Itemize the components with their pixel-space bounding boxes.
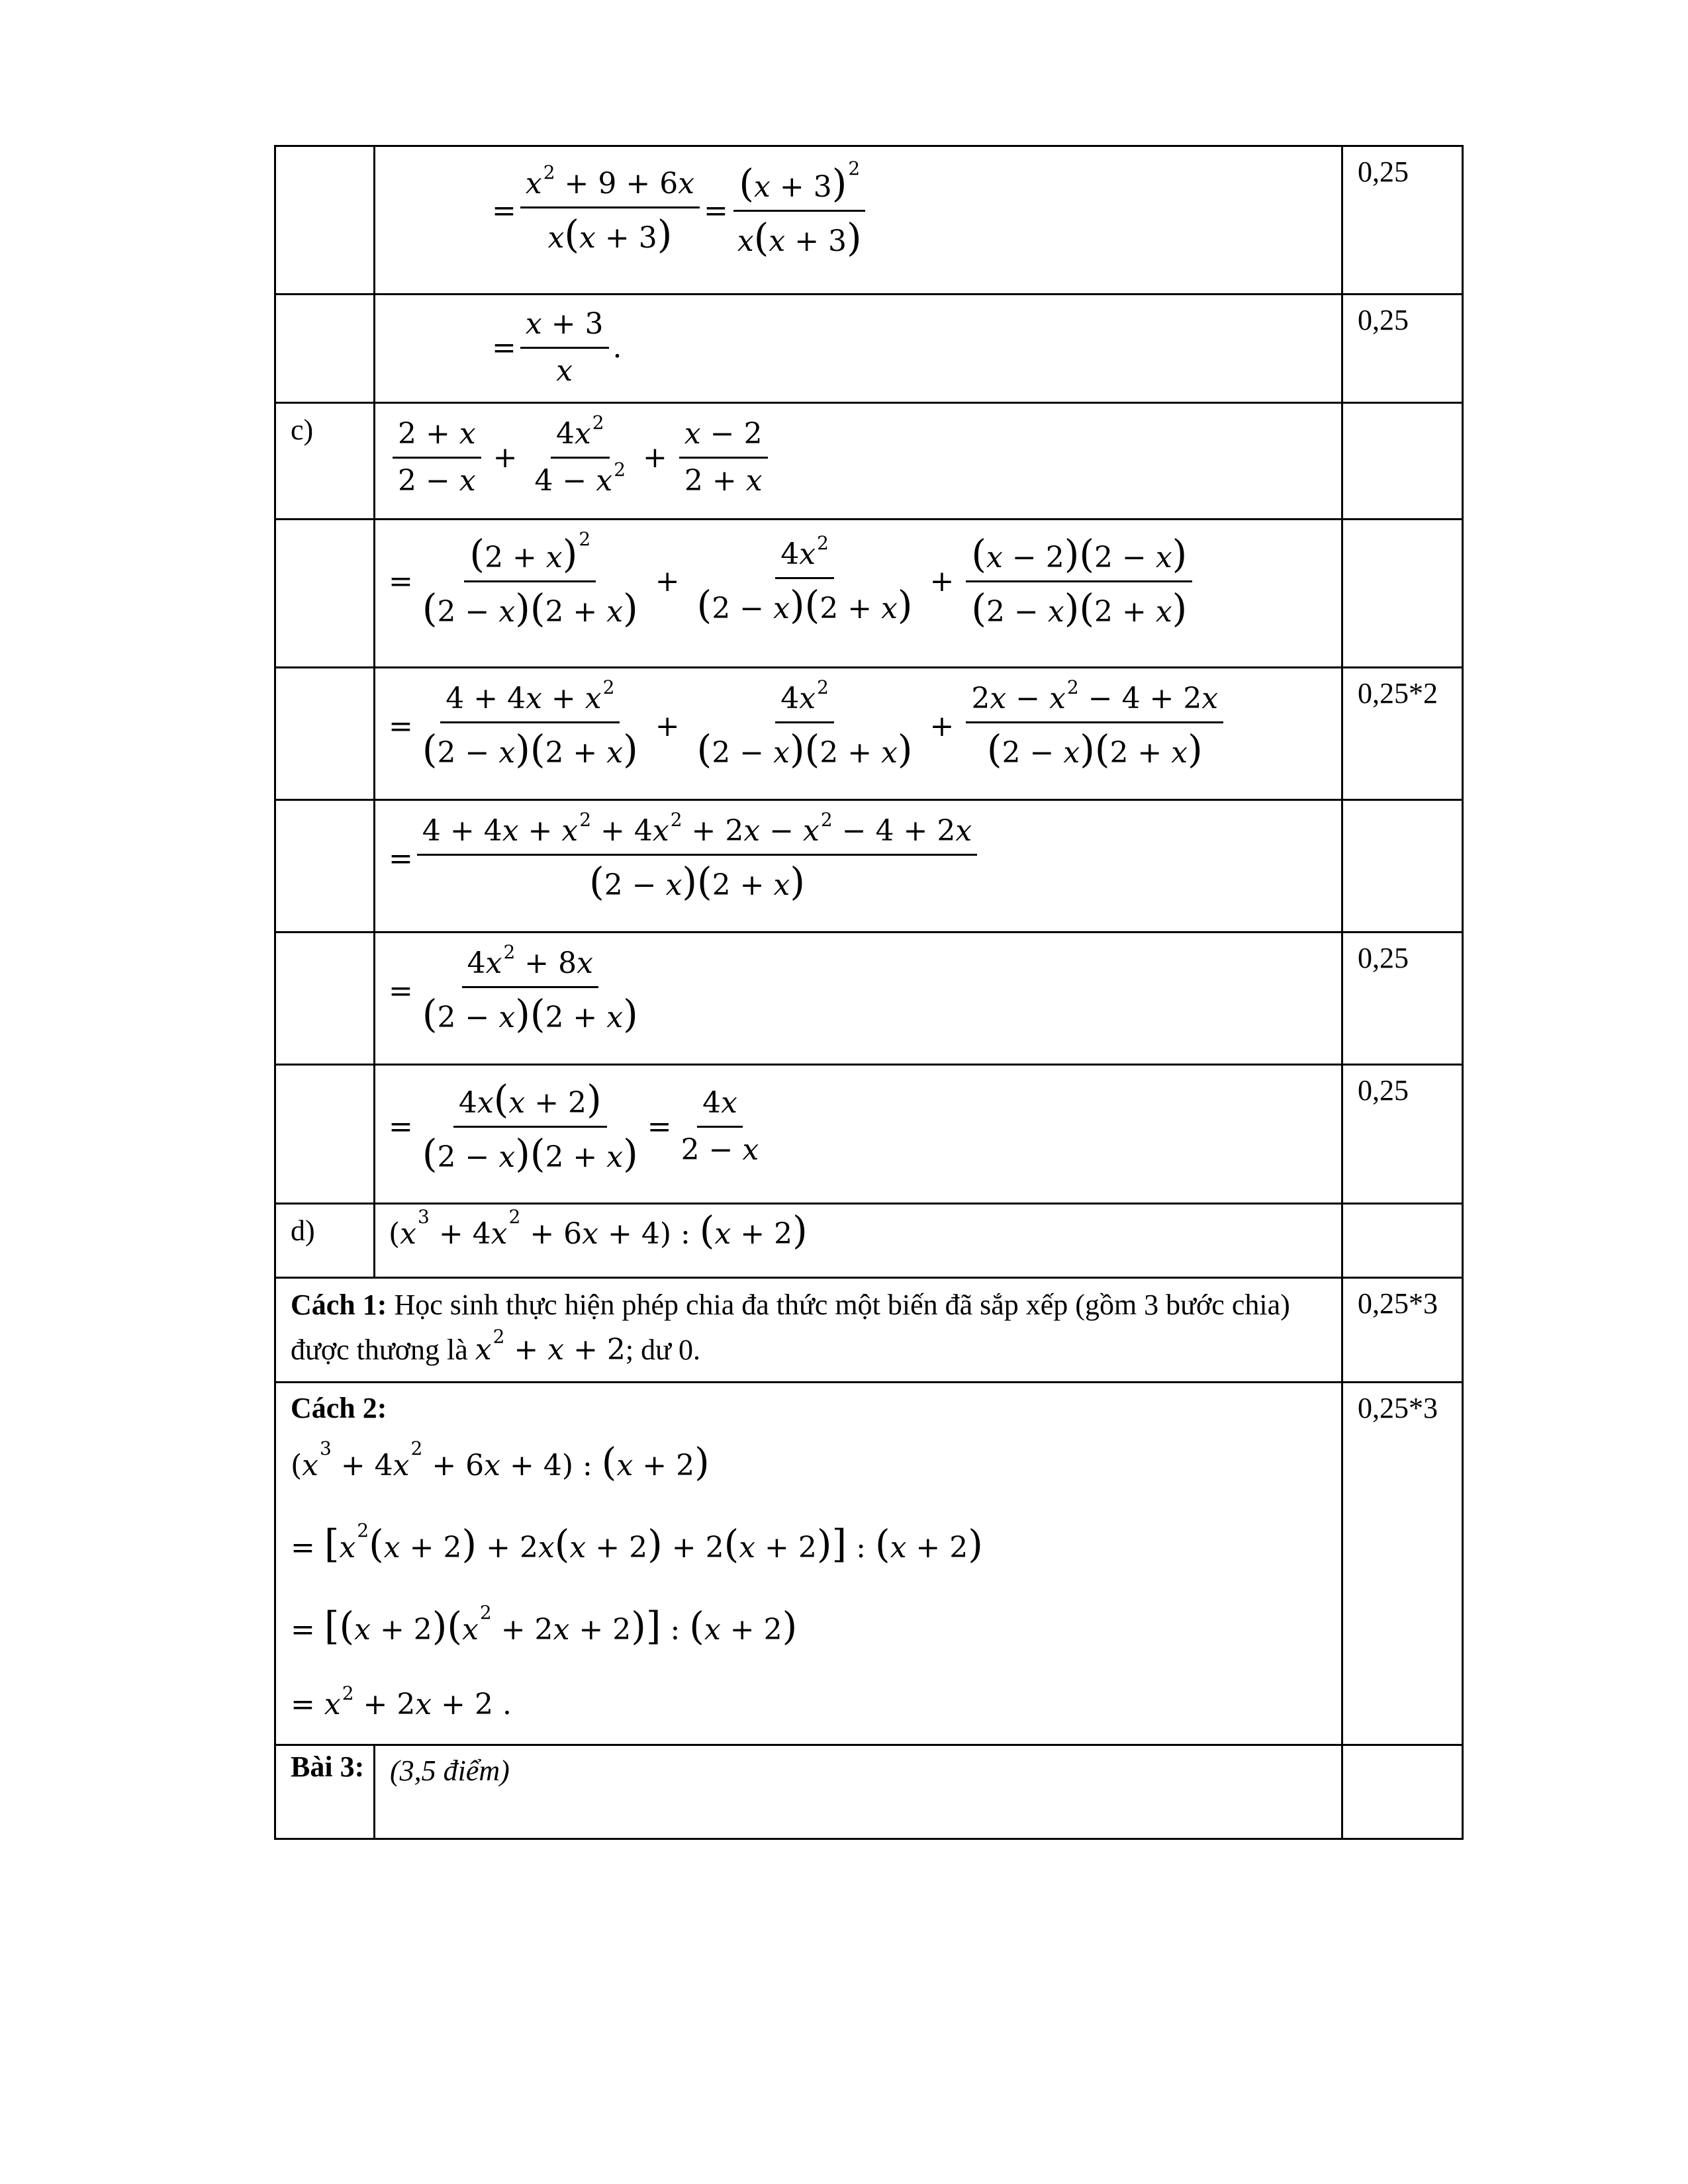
table-row bbox=[275, 1745, 1463, 1839]
formula: = $\frac{x + 3}{x}$ . bbox=[492, 307, 622, 388]
formula: = $[x^2(x + 2) + 2x(x + 2) + 2(x + 2)]$ : (x + 2) bbox=[291, 1520, 983, 1567]
method-heading: Cách 2: bbox=[291, 1392, 387, 1424]
table-row bbox=[275, 295, 1463, 403]
formula: $(x^3 + 4x^2 + 6x + 4)$ : (x + 2) bbox=[389, 1206, 808, 1253]
formula: = $\frac{4 + 4x + x^2}{(2 - x)(2 + x)}$ + $\frac{4x^2}{(2 - x)(2 + x)}$ + $\frac{2x - x^2 - 4 + 2x}{(2 - x)(2 + x)}$ bbox=[389, 683, 1227, 770]
table-row bbox=[275, 1278, 1463, 1383]
table-row bbox=[275, 520, 1463, 668]
table-row bbox=[275, 933, 1463, 1065]
table-row bbox=[275, 668, 1463, 800]
formula: = $\frac{(2 + x)^2}{(2 - x)(2 + x)}$ + $\frac{4x^2}{(2 - x)(2 + x)}$ + $\frac{(x - 2)(2 - x)}{(2 - x)(2 + x)}$ bbox=[389, 535, 1196, 629]
method-cell bbox=[275, 1383, 1342, 1745]
label-cell bbox=[275, 146, 375, 295]
score-value: 0,25 bbox=[1358, 1074, 1409, 1107]
score-value: 0,25*2 bbox=[1358, 677, 1438, 709]
answer-key-table bbox=[274, 145, 1464, 1840]
formula: = $\frac{4x^2 + 8x}{(2 - x)(2 + x)}$ bbox=[389, 941, 638, 1037]
exercise-label: Bài 3: bbox=[291, 1751, 365, 1783]
part-label: d) bbox=[291, 1214, 315, 1247]
score-value: 0,25 bbox=[1358, 156, 1409, 188]
table-row bbox=[275, 1204, 1463, 1278]
math-cell bbox=[375, 146, 1342, 295]
score-value: 0,25*3 bbox=[1358, 1392, 1438, 1424]
score-value: 0,25*3 bbox=[1358, 1287, 1438, 1320]
score-value: 0,25 bbox=[1358, 304, 1409, 336]
part-label: c) bbox=[291, 414, 314, 446]
exercise-points: (3,5 điểm) bbox=[390, 1754, 510, 1787]
table-row bbox=[275, 800, 1463, 933]
formula: = $[(x + 2)(x^2 + 2x + 2)]$ : (x + 2) bbox=[291, 1602, 798, 1649]
method-heading: Cách 1: bbox=[291, 1289, 387, 1321]
formula: = $\frac{4x(x + 2)}{(2 - x)(2 + x)}$ = $\frac{4x}{2 - x}$ bbox=[389, 1077, 759, 1177]
table-row bbox=[275, 1065, 1463, 1204]
formula: $\frac{2 + x}{2 - x}$ + $\frac{4x^2}{4 - x^2}$ + $\frac{x - 2}{2 + x}$ bbox=[389, 418, 772, 498]
formula: = $\frac{x^2 + 9 + 6x}{x(x + 3)}$ = $\frac{(x + 3)^2}{x(x + 3)}$ bbox=[492, 164, 871, 258]
formula: $(x^3 + 4x^2 + 6x + 4)$ : (x + 2) bbox=[291, 1437, 710, 1484]
method-1-text: Cách 1: Học sinh thực hiện phép chia đa thức một biến đã sắp xếp (gồm 3 bước chia) được thương là $x^2 + x + 2$; dư 0. bbox=[291, 1289, 1290, 1367]
formula: = $\frac{4 + 4x + x^2 + 4x^2 + 2x - x^2 - 4 + 2x}{(2 - x)(2 + x)}$ bbox=[389, 815, 981, 902]
table-row bbox=[275, 146, 1463, 295]
formula: = $x^2 + 2x + 2$ . bbox=[291, 1682, 512, 1721]
score-value: 0,25 bbox=[1358, 942, 1409, 974]
method-cell bbox=[275, 1278, 1342, 1383]
table-row bbox=[275, 1383, 1463, 1745]
table-row bbox=[275, 403, 1463, 520]
